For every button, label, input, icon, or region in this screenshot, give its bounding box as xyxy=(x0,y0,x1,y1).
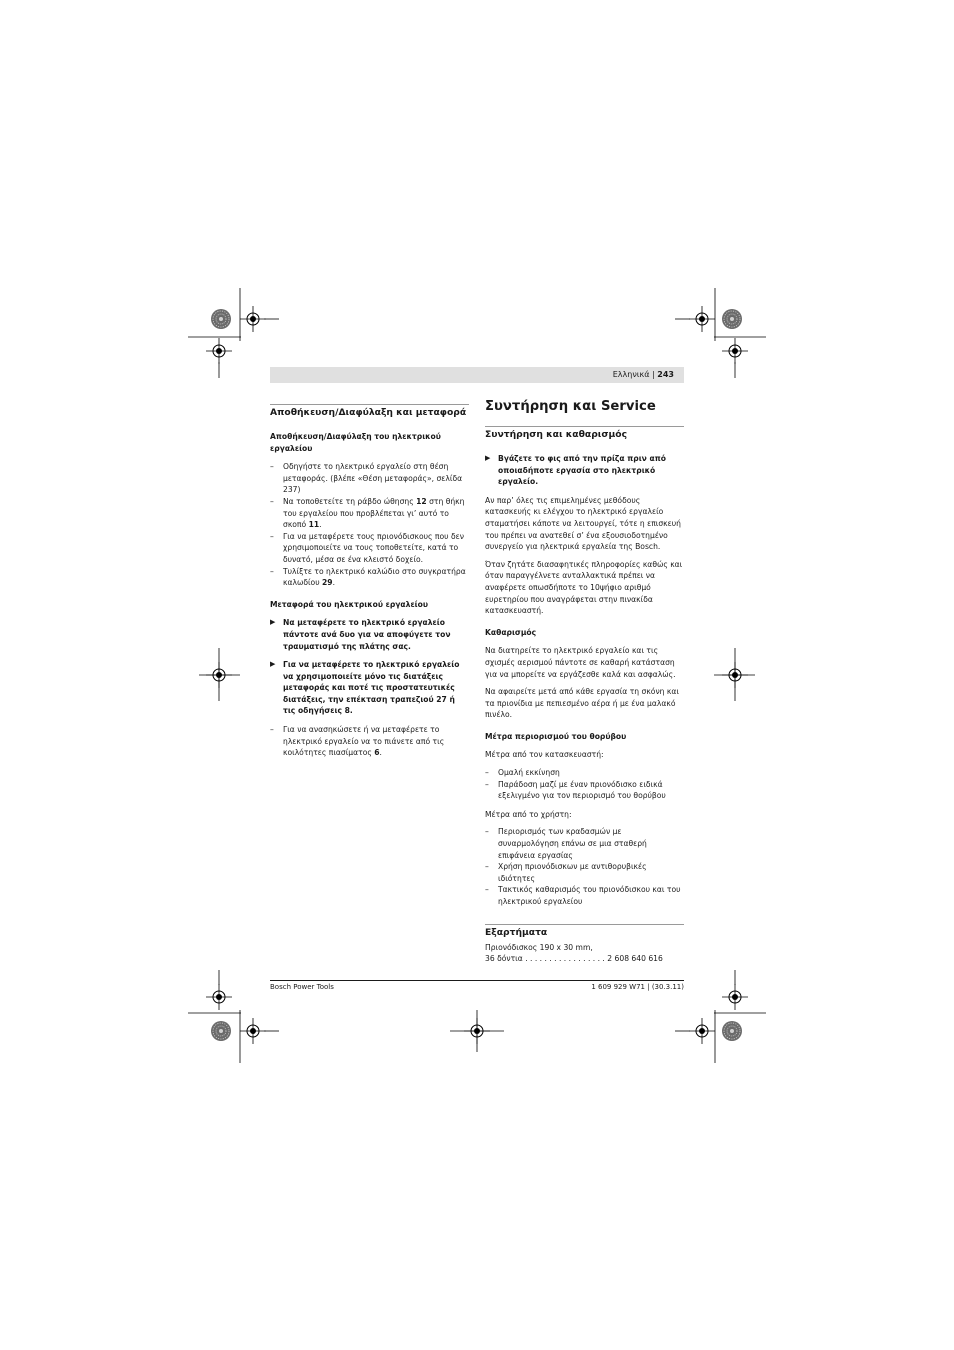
list-item: – Τυλίξτε το ηλεκτρικό καλώδιο στο συγκρατήρα καλωδίου 29. xyxy=(270,566,469,589)
right-column xyxy=(485,398,684,965)
subheading-noise: Μέτρα περιορισμού του θορύβου xyxy=(485,731,627,741)
registration-target-icon xyxy=(206,984,232,1010)
registration-star-icon xyxy=(722,309,742,329)
registration-target-icon xyxy=(240,1018,266,1044)
paragraph: Μέτρα από τον κατασκευαστή: xyxy=(485,750,604,760)
warning-item: ▶ Να μεταφέρετε το ηλεκτρικό εργαλείο πάντοτε ανά δυο για να αποφύγετε τον τραυματισμό της πλάτης σας. xyxy=(270,618,451,651)
list-item: – Για να ανασηκώσετε ή να μεταφέρετε το ηλεκτρικό εργαλείο να το πιάνετε από τις κοιλότητες πιασίματος 6. xyxy=(270,724,469,759)
section-heading-accessories: Εξαρτήματα xyxy=(485,924,684,939)
section-title-service: Συντήρηση και Service xyxy=(485,399,656,414)
registration-target-icon xyxy=(464,1018,490,1044)
registration-target-icon xyxy=(206,662,232,688)
registration-target-icon xyxy=(722,984,748,1010)
list-item: – Να τοποθετείτε τη ράβδο ώθησης 12 στη θήκη του εργαλείου που προβλέπεται γι’ αυτό το σκοπό 11. xyxy=(270,496,469,531)
page-header-bar xyxy=(270,367,684,383)
accessory-line: Πριονόδισκος 190 x 30 mm, xyxy=(485,942,593,952)
registration-target-icon xyxy=(722,662,748,688)
registration-target-icon xyxy=(689,306,715,332)
header-language: Ελληνικά xyxy=(612,370,650,379)
page-header xyxy=(613,369,674,381)
accessory-line: 36 δόντια . . . . . . . . . . . . . . . . . 2 608 640 616 xyxy=(485,954,663,964)
list-item: – Ομαλή εκκίνηση xyxy=(485,767,684,779)
registration-target-icon xyxy=(240,306,266,332)
list-item: – Για να μεταφέρετε τους πριονόδισκους που δεν χρησιμοποιείτε να τους τοποθετείτε, κατά το δυνατό, μέσα σε ένα κλειστό δοχείο. xyxy=(270,531,469,566)
warning-item: ▶ Βγάζετε το φις από την πρίζα πριν από οποιαδήποτε εργασία στο ηλεκτρικό εργαλείο. xyxy=(485,454,666,487)
subheading-storage: Αποθήκευση/Διαφύλαξη του ηλεκτρικού εργαλείου xyxy=(270,432,441,453)
registration-target-icon xyxy=(722,338,748,364)
footer-rule xyxy=(270,980,684,981)
page-number: 243 xyxy=(657,370,674,379)
paragraph: Αν παρ’ όλες τις επιμελημένες μεθόδους κατασκευής κι ελέγχου το ηλεκτρικό εργαλείο σταματήσει κάποτε να λειτουργεί, τότε η επισκευή του πρέπει να ανατεθεί σ’ ένα εξουσιοδοτημένο συνεργείο για ηλεκτρικά εργαλεία της Bosch. xyxy=(485,495,681,552)
section-heading-storage: Αποθήκευση/Διαφύλαξη και μεταφορά xyxy=(270,404,469,419)
registration-star-icon xyxy=(722,1021,742,1041)
list-item: – Χρήση πριονόδισκων με αντιθορυβικές ιδιότητες xyxy=(485,861,684,884)
subheading-transport: Μεταφορά του ηλεκτρικού εργαλείου xyxy=(270,599,428,609)
paragraph: Να αφαιρείτε μετά από κάθε εργασία τη σκόνη και τα πριονίδια με πεπιεσμένο αέρα ή με ένα μαλακό πινέλο. xyxy=(485,687,679,720)
subheading-cleaning: Καθαρισμός xyxy=(485,627,537,637)
list-item: – Τακτικός καθαρισμός του πριονόδισκου και του ηλεκτρικού εργαλείου xyxy=(485,884,684,907)
paragraph: Όταν ζητάτε διασαφητικές πληροφορίες καθώς και όταν παραγγέλνετε ανταλλακτικά πρέπει να αναφέρετε οπωσδήποτε το 10ψήφιο αριθμό ευρετηρίου που αναγράφεται στην πινακίδα κατασκευαστή. xyxy=(485,559,683,616)
paragraph: Μέτρα από το χρήστη: xyxy=(485,809,572,819)
list-item: – Παράδοση μαζί με έναν πριονόδισκο ειδικά εξελιγμένο για τον περιορισμό του θορύβου xyxy=(485,779,684,802)
footer-code: 1 609 929 W71 | (30.3.11) xyxy=(591,983,684,991)
footer-brand: Bosch Power Tools xyxy=(270,983,334,991)
left-column xyxy=(270,404,469,759)
arrow-right-icon: ▶ xyxy=(485,454,491,462)
paragraph: Να διατηρείτε το ηλεκτρικό εργαλείο και τις σχισμές αερισμού πάντοτε σε καθαρή κατάσταση για να μπορείτε να εργάζεσθε καλά και ασφαλώς. xyxy=(485,646,676,679)
registration-target-icon xyxy=(689,1018,715,1044)
arrow-right-icon: ▶ xyxy=(270,618,276,627)
arrow-right-icon: ▶ xyxy=(270,660,276,669)
registration-star-icon xyxy=(211,309,231,329)
list-item: – Περιορισμός των κραδασμών με συναρμολόγηση επάνω σε μια σταθερή επιφάνεια εργασίας xyxy=(485,826,684,861)
registration-star-icon xyxy=(211,1021,231,1041)
section-heading-maintenance: Συντήρηση και καθαρισμός xyxy=(485,426,684,441)
header-separator: | xyxy=(652,370,655,379)
list-item: – Οδηγήστε το ηλεκτρικό εργαλείο στη θέση μεταφοράς. (βλέπε «Θέση μεταφοράς», σελίδα 237) xyxy=(270,461,469,496)
warning-item: ▶ Για να μεταφέρετε το ηλεκτρικό εργαλείο να χρησιμοποιείτε μόνο τις διατάξεις μεταφοράς και ποτέ τις προστατευτικές διατάξεις, την επέκταση τραπεζιού 27 ή τις οδηγήσεις 8. xyxy=(270,660,460,716)
registration-target-icon xyxy=(206,338,232,364)
